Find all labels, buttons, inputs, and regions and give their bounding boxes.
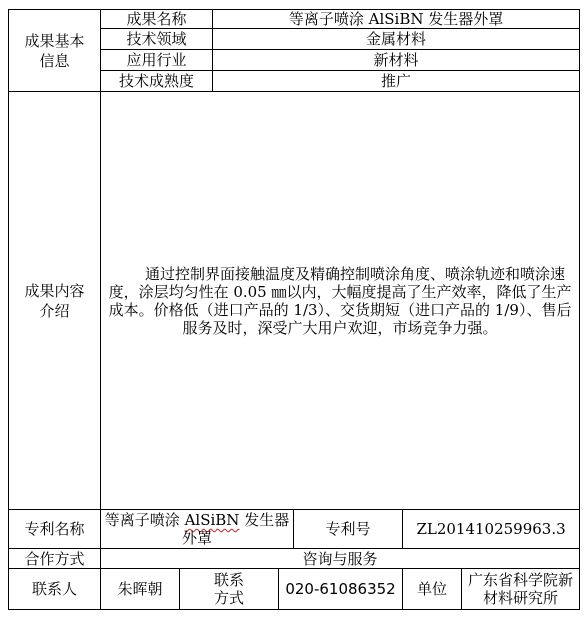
contact-method-label: 联系方式 — [180, 569, 279, 610]
maturity-label: 技术成熟度 — [101, 71, 213, 92]
tech-field-value: 金属材料 — [213, 29, 580, 50]
contact-person-label: 联系人 — [9, 569, 101, 610]
achievement-table — [8, 9, 580, 610]
contact-row — [9, 569, 580, 610]
patent-name-label: 专利名称 — [9, 510, 101, 549]
contact-unit-label: 单位 — [403, 569, 462, 610]
industry-label: 应用行业 — [101, 50, 213, 71]
content-text-cell — [101, 92, 580, 510]
patent-number-value: ZL201410259963.3 — [403, 510, 580, 549]
achievement-name-value: 等离子喷涂 AlSiBN 发生器外罩 — [213, 10, 580, 29]
material-code: AlSiBN — [368, 10, 424, 28]
content-section-label: 成果内容介绍 — [9, 92, 101, 510]
achievement-form — [8, 9, 579, 621]
industry-value: 新材料 — [213, 50, 580, 71]
contact-phone-value: 020-61086352 — [279, 569, 403, 610]
patent-name-value: 等离子喷涂 AlSiBN 发生器外罩 — [101, 510, 294, 549]
contact-unit-value: 广东省科学院新材料研究所 — [462, 569, 580, 610]
content-row — [9, 92, 580, 510]
tech-field-label: 技术领域 — [101, 29, 213, 50]
cooperation-row — [9, 549, 580, 569]
maturity-value: 推广 — [213, 71, 580, 92]
patent-material-code: AlSiBN — [184, 511, 240, 529]
achievement-name-label: 成果名称 — [101, 10, 213, 29]
cooperation-label: 合作方式 — [9, 549, 101, 569]
contact-person-value: 朱晖朝 — [101, 569, 180, 610]
cooperation-value: 咨询与服务 — [101, 549, 580, 569]
basic-info-row-name — [9, 10, 580, 29]
basic-info-section-label: 成果基本信息 — [9, 10, 101, 92]
content-text: 通过控制界面接触温度及精确控制喷涂角度、喷涂轨迹和喷涂速度，涂层均匀性在 0.05 ㎜以内，大幅度提高了生产效率，降低了生产成本。价格低（进口产品的 1/3）、交货期短（进口产品的 1/9）、售后服务及时，深受广大用户欢迎，市场竞争力强。 — [108, 264, 572, 337]
patent-number-label: 专利号 — [294, 510, 403, 549]
patent-row — [9, 510, 580, 549]
